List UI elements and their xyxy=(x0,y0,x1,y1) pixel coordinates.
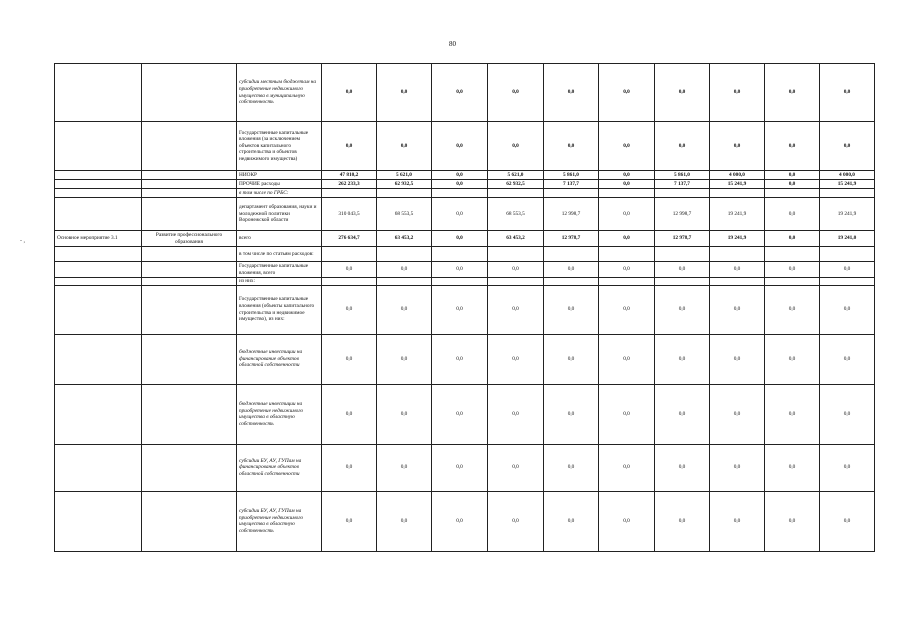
event-label-cell xyxy=(55,247,142,262)
value-cell xyxy=(432,247,488,262)
value-cell: 0,0 xyxy=(377,444,432,491)
value-cell: 19 241,9 xyxy=(820,198,875,231)
value-cell xyxy=(710,189,765,198)
value-cell: 0,0 xyxy=(765,171,820,180)
event-label-cell xyxy=(55,180,142,189)
table-row xyxy=(55,262,875,278)
value-cell: 0,0 xyxy=(599,64,655,122)
value-cell: 12 978,7 xyxy=(544,231,599,247)
event-label-cell xyxy=(55,285,142,334)
value-cell: 262 233,3 xyxy=(322,180,377,189)
value-cell xyxy=(820,189,875,198)
row-label: в том числе по ГРБС: xyxy=(237,189,322,198)
event-name-cell xyxy=(142,491,237,551)
value-cell: 0,0 xyxy=(765,285,820,334)
value-cell: 5 861,0 xyxy=(544,171,599,180)
event-label-cell xyxy=(55,262,142,278)
table-row xyxy=(55,231,875,247)
value-cell: 0,0 xyxy=(488,491,544,551)
value-cell: 0,0 xyxy=(432,122,488,171)
value-cell: 0,0 xyxy=(655,384,710,444)
value-cell: 62 932,5 xyxy=(377,180,432,189)
value-cell: 0,0 xyxy=(655,285,710,334)
value-cell: 12 978,7 xyxy=(655,231,710,247)
event-name-cell xyxy=(142,262,237,278)
value-cell: 12 998,7 xyxy=(544,198,599,231)
event-label-cell xyxy=(55,189,142,198)
value-cell: 0,0 xyxy=(710,262,765,278)
value-cell: 0,0 xyxy=(655,64,710,122)
value-cell xyxy=(322,189,377,198)
value-cell: 0,0 xyxy=(488,262,544,278)
value-cell: 15 241,9 xyxy=(710,180,765,189)
value-cell: 5 861,0 xyxy=(655,171,710,180)
row-label: бюджетные инвестиции на приобретение недвижимого имущества в областную собственность xyxy=(237,384,322,444)
value-cell: 0,0 xyxy=(599,231,655,247)
value-cell xyxy=(488,278,544,286)
event-name-cell xyxy=(142,444,237,491)
table-row xyxy=(55,444,875,491)
value-cell: 68 553,5 xyxy=(488,198,544,231)
value-cell: 0,0 xyxy=(377,334,432,384)
value-cell: 0,0 xyxy=(322,122,377,171)
event-name-cell: Развитие профессионального образования xyxy=(142,231,237,247)
value-cell: 0,0 xyxy=(322,334,377,384)
value-cell xyxy=(488,247,544,262)
value-cell xyxy=(377,278,432,286)
table-row xyxy=(55,180,875,189)
row-label: департамент образования, науки и молодежной политики Воронежской области xyxy=(237,198,322,231)
value-cell: 0,0 xyxy=(544,384,599,444)
row-label: Государственные капитальные вложения, всего xyxy=(237,262,322,278)
value-cell: 0,0 xyxy=(544,444,599,491)
value-cell: 0,0 xyxy=(599,334,655,384)
value-cell: 68 553,5 xyxy=(377,198,432,231)
row-label: Государственные капитальные вложения (объекты капитального строительства и недвижимое имущество), из них: xyxy=(237,285,322,334)
value-cell: 63 453,2 xyxy=(488,231,544,247)
event-label-cell xyxy=(55,64,142,122)
value-cell xyxy=(488,189,544,198)
value-cell xyxy=(655,278,710,286)
value-cell xyxy=(655,189,710,198)
value-cell: 0,0 xyxy=(765,444,820,491)
value-cell: 5 621,0 xyxy=(488,171,544,180)
value-cell: 0,0 xyxy=(432,491,488,551)
value-cell: 0,0 xyxy=(322,444,377,491)
value-cell: 0,0 xyxy=(710,64,765,122)
value-cell: 0,0 xyxy=(710,491,765,551)
value-cell: 0,0 xyxy=(820,491,875,551)
row-label: из них: xyxy=(237,278,322,286)
page-number: 80 xyxy=(449,40,456,48)
value-cell xyxy=(377,189,432,198)
value-cell: 63 453,2 xyxy=(377,231,432,247)
event-name-cell xyxy=(142,285,237,334)
value-cell: 0,0 xyxy=(432,262,488,278)
value-cell: 0,0 xyxy=(377,384,432,444)
value-cell: 0,0 xyxy=(765,198,820,231)
value-cell: 0,0 xyxy=(432,64,488,122)
value-cell: 0,0 xyxy=(599,262,655,278)
value-cell: 0,0 xyxy=(710,444,765,491)
value-cell: 0,0 xyxy=(765,384,820,444)
value-cell: 0,0 xyxy=(820,384,875,444)
value-cell: 0,0 xyxy=(599,198,655,231)
value-cell: 0,0 xyxy=(432,444,488,491)
value-cell xyxy=(377,247,432,262)
value-cell xyxy=(599,189,655,198)
value-cell xyxy=(655,247,710,262)
value-cell: 0,0 xyxy=(432,231,488,247)
value-cell: 12 998,7 xyxy=(655,198,710,231)
table-row xyxy=(55,384,875,444)
value-cell: 0,0 xyxy=(544,64,599,122)
event-label-cell xyxy=(55,171,142,180)
value-cell xyxy=(544,189,599,198)
value-cell: 0,0 xyxy=(820,285,875,334)
event-name-cell xyxy=(142,171,237,180)
value-cell xyxy=(599,247,655,262)
value-cell: 19 241,9 xyxy=(710,198,765,231)
row-label: всего xyxy=(237,231,322,247)
table-row xyxy=(55,285,875,334)
table-row xyxy=(55,198,875,231)
event-name-cell xyxy=(142,247,237,262)
value-cell xyxy=(432,189,488,198)
value-cell: 0,0 xyxy=(488,444,544,491)
value-cell xyxy=(820,247,875,262)
value-cell: 0,0 xyxy=(710,122,765,171)
value-cell xyxy=(765,189,820,198)
event-label-cell xyxy=(55,198,142,231)
row-label: НИОКР xyxy=(237,171,322,180)
value-cell: 0,0 xyxy=(322,262,377,278)
value-cell xyxy=(710,278,765,286)
value-cell: 0,0 xyxy=(655,334,710,384)
value-cell: 0,0 xyxy=(599,285,655,334)
value-cell xyxy=(765,278,820,286)
value-cell: 0,0 xyxy=(765,180,820,189)
table-row xyxy=(55,334,875,384)
event-name-cell xyxy=(142,180,237,189)
value-cell: 0,0 xyxy=(765,262,820,278)
value-cell: 0,0 xyxy=(544,285,599,334)
value-cell xyxy=(544,247,599,262)
event-label-cell xyxy=(55,334,142,384)
value-cell: 0,0 xyxy=(820,334,875,384)
value-cell: 0,0 xyxy=(599,444,655,491)
event-name-cell xyxy=(142,198,237,231)
value-cell xyxy=(820,278,875,286)
row-label: бюджетные инвестиции на финансирование объектов областной собственности xyxy=(237,334,322,384)
value-cell: 0,0 xyxy=(322,491,377,551)
value-cell: 0,0 xyxy=(820,64,875,122)
value-cell: 15 241,9 xyxy=(820,180,875,189)
row-label: субсидии БУ, АУ, ГУПам на приобретение недвижимого имущества в областную собственность xyxy=(237,491,322,551)
value-cell: 0,0 xyxy=(655,262,710,278)
value-cell: 0,0 xyxy=(765,491,820,551)
value-cell: 0,0 xyxy=(432,334,488,384)
value-cell: 0,0 xyxy=(377,285,432,334)
value-cell: 310 043,5 xyxy=(322,198,377,231)
value-cell: 0,0 xyxy=(544,334,599,384)
table-row xyxy=(55,491,875,551)
margin-marks: - , xyxy=(20,238,25,244)
value-cell: 0,0 xyxy=(377,262,432,278)
value-cell: 0,0 xyxy=(820,444,875,491)
value-cell: 0,0 xyxy=(820,122,875,171)
budget-table xyxy=(54,63,875,552)
value-cell: 7 137,7 xyxy=(655,180,710,189)
event-label-cell xyxy=(55,444,142,491)
value-cell: 0,0 xyxy=(322,64,377,122)
row-label: субсидии местным бюджетам на приобретение недвижимого имущества в муниципальную собственность xyxy=(237,64,322,122)
value-cell: 62 932,5 xyxy=(488,180,544,189)
value-cell xyxy=(322,247,377,262)
row-label: ПРОЧИЕ расходы xyxy=(237,180,322,189)
value-cell: 0,0 xyxy=(599,171,655,180)
row-label: в том числе по статьям расходов: xyxy=(237,247,322,262)
value-cell: 0,0 xyxy=(655,122,710,171)
value-cell: 0,0 xyxy=(655,444,710,491)
event-label-cell xyxy=(55,384,142,444)
value-cell: 0,0 xyxy=(488,384,544,444)
value-cell: 0,0 xyxy=(432,285,488,334)
event-name-cell xyxy=(142,334,237,384)
value-cell: 0,0 xyxy=(488,122,544,171)
value-cell: 0,0 xyxy=(377,122,432,171)
table-row xyxy=(55,64,875,122)
value-cell: 0,0 xyxy=(488,334,544,384)
value-cell xyxy=(432,278,488,286)
event-label-cell xyxy=(55,278,142,286)
value-cell: 0,0 xyxy=(599,384,655,444)
value-cell: 4 000,0 xyxy=(820,171,875,180)
value-cell: 0,0 xyxy=(432,384,488,444)
value-cell: 0,0 xyxy=(765,231,820,247)
event-name-cell xyxy=(142,278,237,286)
value-cell: 7 137,7 xyxy=(544,180,599,189)
value-cell: 0,0 xyxy=(432,180,488,189)
value-cell: 0,0 xyxy=(765,64,820,122)
value-cell: 0,0 xyxy=(488,285,544,334)
event-label-cell xyxy=(55,122,142,171)
event-name-cell xyxy=(142,64,237,122)
value-cell: 0,0 xyxy=(820,262,875,278)
value-cell: 0,0 xyxy=(377,491,432,551)
value-cell: 5 621,0 xyxy=(377,171,432,180)
value-cell: 0,0 xyxy=(710,285,765,334)
table-row xyxy=(55,247,875,262)
value-cell: 0,0 xyxy=(599,180,655,189)
event-label-cell: Основное мероприятие 3.1 xyxy=(55,231,142,247)
table-row xyxy=(55,189,875,198)
value-cell: 0,0 xyxy=(488,64,544,122)
row-label: субсидии БУ, АУ, ГУПам на финансирование объектов областной собственности xyxy=(237,444,322,491)
value-cell: 0,0 xyxy=(599,491,655,551)
value-cell: 0,0 xyxy=(544,122,599,171)
value-cell: 276 634,7 xyxy=(322,231,377,247)
value-cell: 0,0 xyxy=(544,262,599,278)
value-cell xyxy=(599,278,655,286)
value-cell: 0,0 xyxy=(544,491,599,551)
value-cell: 0,0 xyxy=(322,384,377,444)
value-cell xyxy=(322,278,377,286)
row-label: Государственные капитальные вложения (за исключением объектов капитального строительства и объектов недвижимого имущества) xyxy=(237,122,322,171)
value-cell: 0,0 xyxy=(710,334,765,384)
value-cell: 0,0 xyxy=(432,171,488,180)
value-cell: 19 241,9 xyxy=(710,231,765,247)
value-cell: 0,0 xyxy=(765,122,820,171)
event-label-cell xyxy=(55,491,142,551)
value-cell: 19 241,0 xyxy=(820,231,875,247)
value-cell: 0,0 xyxy=(599,122,655,171)
value-cell: 0,0 xyxy=(765,334,820,384)
event-name-cell xyxy=(142,384,237,444)
value-cell xyxy=(544,278,599,286)
value-cell: 0,0 xyxy=(655,491,710,551)
value-cell: 0,0 xyxy=(377,64,432,122)
value-cell: 47 810,2 xyxy=(322,171,377,180)
table-row xyxy=(55,122,875,171)
value-cell xyxy=(710,247,765,262)
value-cell xyxy=(765,247,820,262)
value-cell: 0,0 xyxy=(710,384,765,444)
value-cell: 0,0 xyxy=(432,198,488,231)
value-cell: 0,0 xyxy=(322,285,377,334)
event-name-cell xyxy=(142,189,237,198)
table-row xyxy=(55,171,875,180)
value-cell: 4 000,0 xyxy=(710,171,765,180)
table-row xyxy=(55,278,875,286)
event-name-cell xyxy=(142,122,237,171)
